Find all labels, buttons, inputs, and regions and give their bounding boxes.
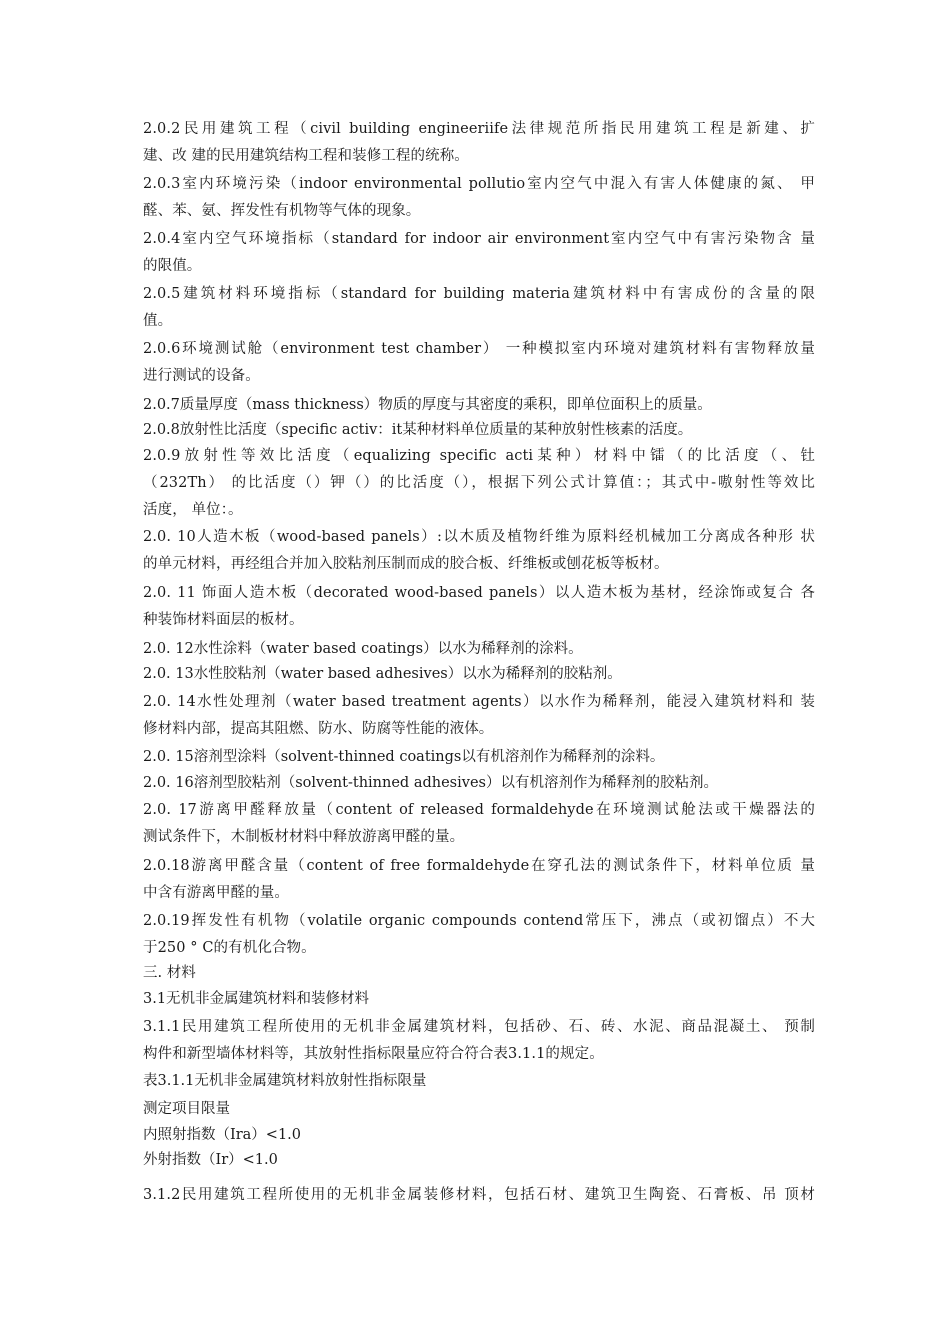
text-line: 2.0.6环境测试舱（environment test chamber） 一种模拟室内环境对建筑材料有害物释放量	[143, 341, 815, 357]
paragraph-3-1-1	[143, 1014, 815, 1068]
paragraph-2-0-8: 2.0.8放射性比活度（specific activ：it某种材料单位质量的某种放射性核素的活度。	[143, 422, 693, 438]
text-line: 修材料内部，提高其阻燃、防水、防腐等性能的液体。	[143, 721, 494, 737]
paragraph-2-0-2	[143, 116, 815, 170]
text-line: 2.0.19挥发性有机物（volatile organic compounds contend常压下，沸点（或初馏点）不大	[143, 913, 815, 929]
paragraph-3-1-2	[143, 1182, 815, 1209]
paragraph-2-0-3	[143, 171, 815, 225]
text-line: 2.0.5建筑材料环境指标（standard for building materia建筑材料中有害成份的含量的限	[143, 286, 815, 302]
table-row: 测定项目限量	[143, 1101, 230, 1117]
table-title: 表3.1.1无机非金属建筑材料放射性指标限量	[143, 1073, 427, 1089]
text-line: 构件和新型墙体材料等，其放射性指标限量应符合符合表3.1.1的规定。	[143, 1046, 604, 1062]
paragraph-2-0-4	[143, 226, 815, 280]
text-line: 2.0. 14水性处理剂（water based treatment agents）以水作为稀释剂，能浸入建筑材料和 装	[143, 694, 815, 710]
paragraph-2-0-13: 2.0. 13水性胶粘剂（water based adhesives）以水为稀释剂的胶粘剂。	[143, 666, 622, 682]
text-line: 测试条件下，木制板材材料中释放游离甲醛的量。	[143, 829, 465, 845]
text-line: 的单元材料，再经组合并加入胶粘剂压制而成的胶合板、纤维板或刨花板等板材。	[143, 556, 669, 572]
paragraph-2-0-15: 2.0. 15溶剂型涂料（solvent-thinned coatings以有机溶剂作为稀释剂的涂料。	[143, 749, 665, 765]
text-line: 的限值。	[143, 258, 202, 274]
section-heading: 三. 材料	[143, 965, 196, 981]
text-line: 2.0.4室内空气环境指标（standard for indoor air environment室内空气中有害污染物含 量	[143, 231, 815, 247]
text-line: 3.1.2民用建筑工程所使用的无机非金属装修材料，包括石材、建筑卫生陶瓷、石膏板、吊 顶材	[143, 1187, 815, 1203]
text-line: 2.0. 17游离甲醛释放量（content of released formaldehyde在环境测试舱法或干燥器法的	[143, 802, 815, 818]
paragraph-2-0-18	[143, 853, 815, 907]
text-line: 进行测试的设备。	[143, 368, 260, 384]
text-line: 醛、苯、氨、挥发性有机物等气体的现象。	[143, 203, 421, 219]
text-line: 活度， 单位：。	[143, 502, 243, 518]
text-line: 2.0. 11 饰面人造木板（decorated wood-based panels）以人造木板为基材，经涂饰或复合 各	[143, 585, 815, 601]
paragraph-2-0-11	[143, 580, 815, 634]
text-line: 2.0.2民用建筑工程（civil building engineeriife法律规范所指民用建筑工程是新建、扩	[143, 121, 815, 137]
text-line: 2.0.18游离甲醛含量（content of free formaldehyde在穿孔法的测试条件下，材料单位质 量	[143, 858, 815, 874]
text-line: 2.0.3室内环境污染（indoor environmental pollutio室内空气中混入有害人体健康的氮、 甲	[143, 176, 815, 192]
paragraph-2-0-7: 2.0.7质量厚度（mass thickness）物质的厚度与其密度的乘积，即单位面积上的质量。	[143, 397, 712, 413]
paragraph-2-0-16: 2.0. 16溶剂型胶粘剂（solvent-thinned adhesives）以有机溶剂作为稀释剂的胶粘剂。	[143, 775, 718, 791]
text-line: 值。	[143, 313, 173, 329]
text-line: （232Th） 的比活度（）钾（）的比活度（），根据下列公式计算值：；其式中-嗷射性等效比	[143, 475, 815, 491]
text-line: 2.0.9放射性等效比活度（equalizing specific acti某种）材料中镭（的比活度（、钍	[143, 448, 815, 464]
paragraph-2-0-6	[143, 336, 815, 390]
paragraph-2-0-9	[143, 443, 815, 524]
text-line: 于250 ° C的有机化合物。	[143, 940, 316, 956]
paragraph-2-0-17	[143, 797, 815, 851]
text-line: 种装饰材料面层的板材。	[143, 612, 304, 628]
paragraph-2-0-14	[143, 689, 815, 743]
text-line: 中含有游离甲醛的量。	[143, 885, 289, 901]
paragraph-2-0-12: 2.0. 12水性涂料（water based coatings）以水为稀释剂的涂料。	[143, 641, 583, 657]
text-line: 2.0. 10人造木板（wood-based panels）:以木质及植物纤维为原料经机械加工分离成各种形 状	[143, 529, 815, 545]
text-line: 建、改 建的民用建筑结构工程和装修工程的统称。	[143, 148, 469, 164]
paragraph-2-0-5	[143, 281, 815, 335]
paragraph-2-0-19	[143, 908, 815, 962]
table-row: 外射指数（Ir）<1.0	[143, 1152, 278, 1168]
paragraph-2-0-10	[143, 524, 815, 578]
subsection-heading: 3.1无机非金属建筑材料和装修材料	[143, 991, 370, 1007]
text-line: 3.1.1民用建筑工程所使用的无机非金属建筑材料，包括砂、石、砖、水泥、商品混凝土、 预制	[143, 1019, 815, 1035]
table-row: 内照射指数（Ira）<1.0	[143, 1127, 302, 1143]
